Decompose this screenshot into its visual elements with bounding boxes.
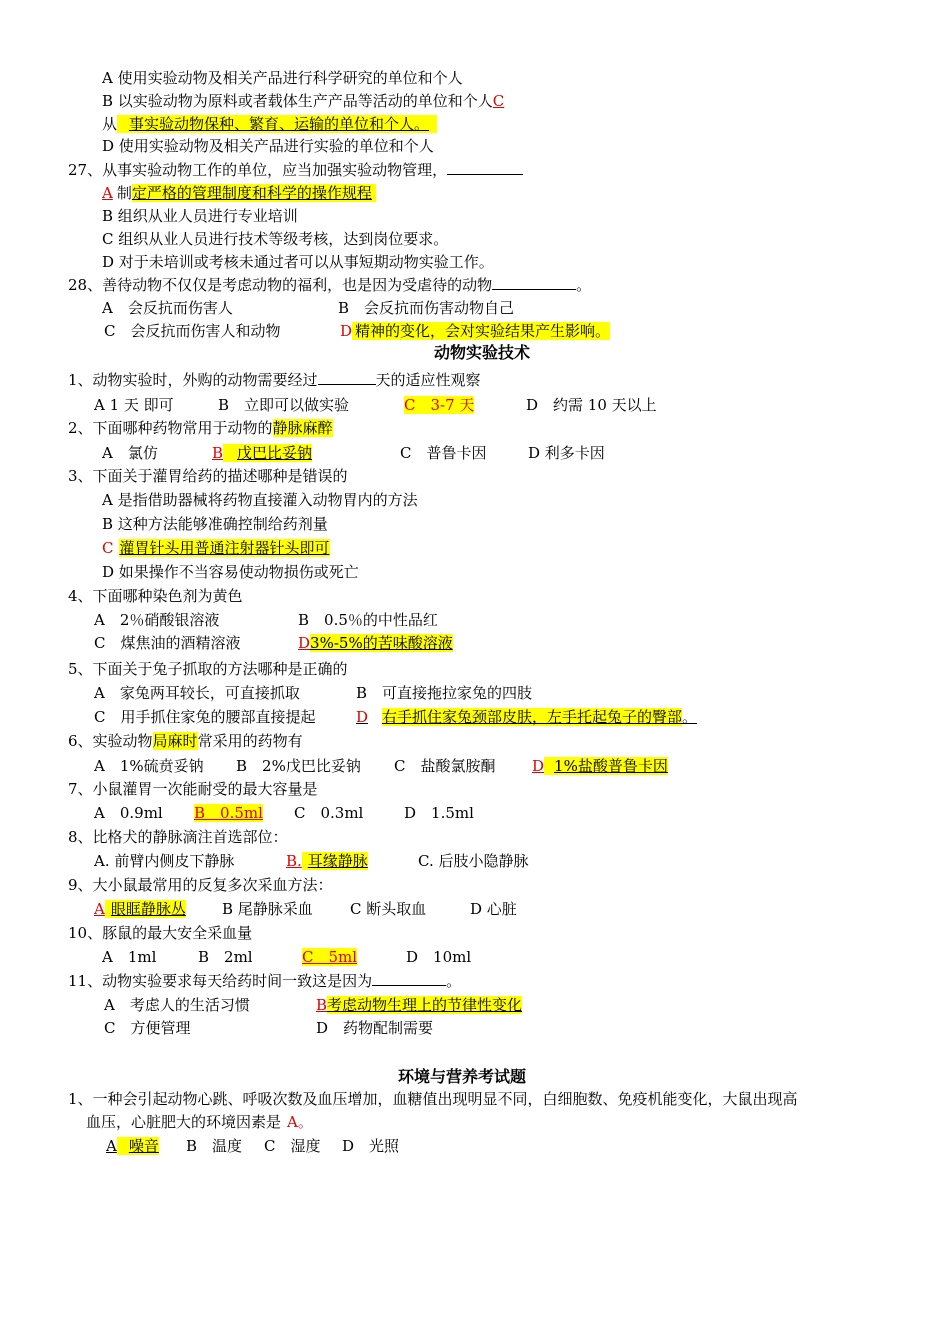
answer-letter: D <box>532 757 545 775</box>
question-3-option-a <box>102 490 418 510</box>
option-text: D 约需 10 天以上 <box>526 396 657 414</box>
question-6 <box>68 731 303 751</box>
answer-letter: D <box>298 634 311 652</box>
env-question-1-line2 <box>86 1112 313 1132</box>
question-5-option-b <box>356 683 532 703</box>
question-27-option-c <box>102 229 448 249</box>
question-28 <box>68 275 591 295</box>
question-9 <box>68 875 333 895</box>
highlighted-answer: 戊巴比妥钠 <box>223 444 312 462</box>
option-text: B 温度 <box>186 1137 243 1155</box>
question-text: 血压，心脏肥大的环境因素是 <box>86 1113 282 1131</box>
option-text: B 尾静脉采血 <box>222 900 313 918</box>
question-5-option-c <box>94 707 315 727</box>
section-title-text: 动物实验技术 <box>434 343 531 362</box>
question-11-option-a <box>104 995 250 1015</box>
option-text: C 湿度 <box>264 1137 321 1155</box>
question-7 <box>68 779 318 799</box>
option-text: C 普鲁卡因 <box>400 444 487 462</box>
answer-letter: D <box>356 708 369 726</box>
env-question-1-option-b <box>186 1136 242 1156</box>
highlighted-answer: 事实验动物保种、繁育、运输的单位和个人。 <box>117 115 437 133</box>
option-text: B 立即可以做实验 <box>218 396 350 414</box>
option-text: A 会反抗而伤害人 <box>102 299 233 317</box>
question-text: 27、从事实验动物工作的单位，应当加强实验动物管理， <box>68 161 448 179</box>
question-3-option-d <box>102 562 359 582</box>
option-text: D 光照 <box>342 1137 400 1155</box>
option-text: A 0.9ml <box>94 804 163 822</box>
highlighted-answer: 右手抓住家兔颈部皮肤，左手托起兔子的臀部 <box>382 708 683 726</box>
question-text: 1、一种会引起动物心跳、呼吸次数及血压增加，血糖值出现明显不同，白细胞数、免疫机能变化，大鼠出现高 <box>68 1090 798 1108</box>
question-1-option-b <box>218 395 349 415</box>
question-9-option-a <box>94 899 186 919</box>
option-text: A. 前臂内侧皮下静脉 <box>94 852 235 870</box>
answer-letter: A。 <box>287 1113 313 1131</box>
question-5-option-a <box>94 683 300 703</box>
question-28-option-c <box>104 321 280 341</box>
answer-letter: A <box>94 900 105 918</box>
answer-letter: B <box>212 444 224 462</box>
question-text: 7、小鼠灌胃一次能耐受的最大容量是 <box>68 780 318 798</box>
question-text: 5、下面关于兔子抓取的方法哪种是正确的 <box>68 660 348 678</box>
question-3-option-c <box>102 538 330 558</box>
question-text: 3、下面关于灌胃给药的描述哪种是错误的 <box>68 467 348 485</box>
question-6-option-a <box>94 756 204 776</box>
question-text-end: 常采用的药物有 <box>197 732 303 750</box>
question-text: 1、动物实验时，外购的动物需要经过 <box>68 371 318 389</box>
question-2 <box>68 418 333 438</box>
highlighted-answer: 眼眶静脉丛 <box>105 900 186 918</box>
question-9-option-c <box>350 899 426 919</box>
section-title-text: 环境与营养考试题 <box>398 1067 527 1086</box>
highlighted-answer: 灌胃针头用普通注射器针头即可 <box>119 539 330 557</box>
highlighted-answer: C 3-7 天 <box>404 396 475 414</box>
question-8-option-a <box>94 851 234 871</box>
option-text: C 煤焦油的酒精溶液 <box>94 634 241 652</box>
question-2-option-c <box>400 443 486 463</box>
question-2-option-b <box>212 443 312 463</box>
option-letter: A <box>106 1137 117 1155</box>
question-text: 10、豚鼠的最大安全采血量 <box>68 924 253 942</box>
question-text: 28、善待动物不仅仅是考虑动物的福利，也是因为受虐待的动物 <box>68 276 493 294</box>
option-text: D 心脏 <box>470 900 517 918</box>
highlighted-answer: 噪音 <box>117 1137 159 1155</box>
section-title <box>434 343 530 363</box>
option-text: B 可直接拖拉家兔的四肢 <box>356 684 533 702</box>
highlighted-answer: 耳缘静脉 <box>302 852 368 870</box>
question-text: 11、动物实验要求每天给药时间一致这是因为 <box>68 972 373 990</box>
question-9-option-b <box>222 899 313 919</box>
option-text: A 使用实验动物及相关产品进行科学研究的单位和个人 <box>102 69 463 87</box>
env-question-1-option-d <box>342 1136 399 1156</box>
answer-blank <box>318 370 376 385</box>
option-text: A 1%硫贲妥钠 <box>94 757 204 775</box>
question-4-option-b <box>298 610 438 630</box>
question-text: 4、下面哪种染色剂为黄色 <box>68 587 243 605</box>
question-28-option-d <box>340 321 610 341</box>
option-text: B 以实验动物为原料或者载体生产产品等活动的单位和个人 <box>102 92 493 110</box>
option-text: D 药物配制需要 <box>316 1019 434 1037</box>
question-4-option-d <box>298 633 453 653</box>
question-2-option-a <box>102 443 158 463</box>
question-10-option-a <box>102 947 156 967</box>
question-7-option-c <box>294 803 363 823</box>
highlighted-answer: C 5ml <box>302 948 358 966</box>
question-3 <box>68 466 348 486</box>
section-title <box>398 1067 526 1087</box>
option-text: D 对于未培训或考核未通过者可以从事短期动物实验工作。 <box>102 253 494 271</box>
question-4-option-a <box>94 610 219 630</box>
answer-blank <box>447 160 523 175</box>
highlighted-answer: 定严格的管理制度和科学的操作规程 <box>132 184 376 202</box>
answer-letter: C <box>492 92 505 110</box>
question-6-option-b <box>236 756 361 776</box>
question-1-option-d <box>526 395 657 415</box>
option-text: C 0.3ml <box>294 804 364 822</box>
question-text-end: 天的适应性观察 <box>375 371 481 389</box>
answer-blank <box>372 971 446 986</box>
option-text-end: 。 <box>682 708 698 726</box>
option-text: C 方便管理 <box>104 1019 191 1037</box>
question-7-option-d <box>404 803 474 823</box>
option-text: D 如果操作不当容易使动物损伤或死亡 <box>102 563 359 581</box>
option-text: B 0.5％的中性品红 <box>298 611 438 629</box>
question-28-option-b <box>338 298 514 318</box>
question-27-option-d <box>102 252 494 272</box>
option-text: C 盐酸氯胺酮 <box>394 757 496 775</box>
question-5-option-d <box>356 707 707 727</box>
question-text-end: 。 <box>576 276 592 294</box>
question-8-option-b <box>286 851 368 871</box>
question-1-option-a <box>94 395 174 415</box>
option-d <box>102 136 434 156</box>
question-6-option-c <box>394 756 495 776</box>
option-text: 从 <box>102 115 118 133</box>
question-3-option-b <box>102 514 328 534</box>
question-28-option-a <box>102 298 233 318</box>
question-27 <box>68 160 523 180</box>
highlighted-answer: 1%盐酸普鲁卡因 <box>544 757 668 775</box>
env-question-1 <box>68 1089 798 1109</box>
question-text-end: 。 <box>446 972 462 990</box>
question-8 <box>68 827 288 847</box>
option-text: A 1ml <box>102 948 157 966</box>
option-text: A 考虑人的生活习惯 <box>104 996 250 1014</box>
question-1-option-c <box>404 395 474 415</box>
question-11-option-c <box>104 1018 190 1038</box>
question-10-option-d <box>406 947 471 967</box>
option-text: C 断头取血 <box>350 900 427 918</box>
option-text: C 会反抗而伤害人和动物 <box>104 322 281 340</box>
option-text: B 2ml <box>198 948 253 966</box>
question-2-option-d <box>528 443 605 463</box>
question-text: 6、实验动物 <box>68 732 153 750</box>
answer-letter: D <box>340 322 353 340</box>
option-text: A 1 天 即可 <box>94 396 174 414</box>
env-question-1-option-c <box>264 1136 320 1156</box>
question-6-option-d <box>532 756 668 776</box>
option-b <box>102 91 504 111</box>
question-8-option-c <box>418 851 528 871</box>
question-27-option-a <box>102 183 376 203</box>
option-c <box>102 114 437 134</box>
question-7-option-a <box>94 803 163 823</box>
question-5 <box>68 659 348 679</box>
option-text: B 组织从业人员进行专业培训 <box>102 207 298 225</box>
answer-letter: A <box>102 184 113 202</box>
option-text: D 1.5ml <box>404 804 474 822</box>
question-10-option-c <box>302 947 357 967</box>
env-question-1-option-a <box>106 1136 159 1156</box>
option-text: 制 <box>116 184 132 202</box>
question-text: 2、下面哪种药物常用于动物的 <box>68 419 273 437</box>
question-27-option-b <box>102 206 298 226</box>
answer-letter: B <box>316 996 328 1014</box>
option-text: D 利多卡因 <box>528 444 605 462</box>
question-7-option-b <box>194 803 263 823</box>
question-11 <box>68 971 461 991</box>
highlighted-answer: B 0.5ml <box>194 804 263 822</box>
question-10 <box>68 923 252 943</box>
question-11-option-b <box>316 995 522 1015</box>
highlighted-answer: 3%-5%的苦味酸溶液 <box>310 634 453 652</box>
highlighted-answer: 精神的变化，会对实验结果产生影响。 <box>352 322 610 340</box>
question-9-option-d <box>470 899 517 919</box>
option-text: D 10ml <box>406 948 472 966</box>
answer-letter: C <box>102 539 114 557</box>
question-4-option-c <box>94 633 240 653</box>
question-text: 8、比格犬的静脉滴注首选部位： <box>68 828 288 846</box>
question-text: 9、大小鼠最常用的反复多次采血方法： <box>68 876 333 894</box>
option-text: B 这种方法能够准确控制给药剂量 <box>102 515 328 533</box>
question-11-option-d <box>316 1018 433 1038</box>
option-text: A 2％硝酸银溶液 <box>94 611 220 629</box>
highlighted-keyword: 局麻时 <box>152 732 198 750</box>
question-1 <box>68 370 481 390</box>
answer-blank <box>492 275 576 290</box>
option-a <box>102 68 463 88</box>
option-text: D 使用实验动物及相关产品进行实验的单位和个人 <box>102 137 434 155</box>
option-text: B 2%戊巴比妥钠 <box>236 757 361 775</box>
question-4 <box>68 586 243 606</box>
option-text: A 家兔两耳较长，可直接抓取 <box>94 684 300 702</box>
option-text: B 会反抗而伤害动物自己 <box>338 299 515 317</box>
question-10-option-b <box>198 947 253 967</box>
option-text: C. 后肢小隐静脉 <box>418 852 529 870</box>
option-text: C 用手抓住家兔的腰部直接提起 <box>94 708 316 726</box>
option-text: A 氯仿 <box>102 444 158 462</box>
option-text: C 组织从业人员进行技术等级考核，达到岗位要求。 <box>102 230 449 248</box>
answer-letter: B. <box>286 852 302 870</box>
highlighted-answer: 考虑动物生理上的节律性变化 <box>327 996 523 1014</box>
option-text: A 是指借助器械将药物直接灌入动物胃内的方法 <box>102 491 418 509</box>
highlighted-keyword: 静脉麻醉 <box>272 419 333 437</box>
